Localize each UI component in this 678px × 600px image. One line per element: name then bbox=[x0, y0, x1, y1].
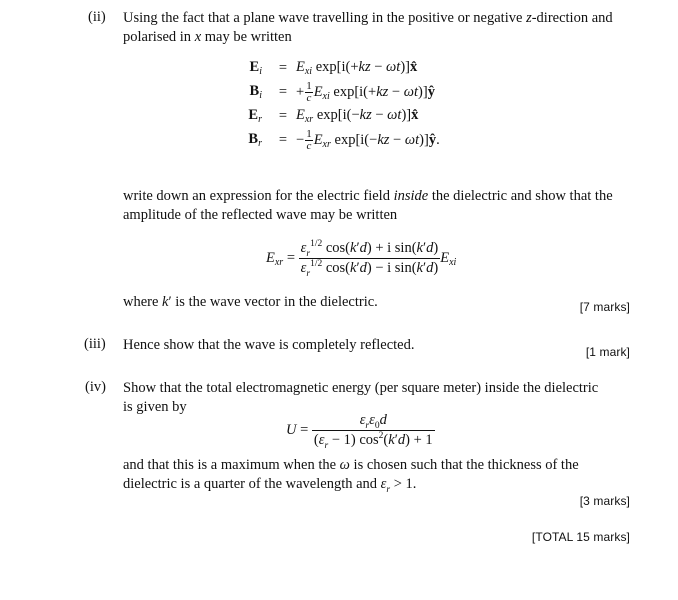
eq-e-reflected: $E_r$ = $E_{xr}$ exp[i(−kz − ωt)]x̂ bbox=[248, 107, 419, 125]
total-marks: [TOTAL 15 marks] bbox=[531, 530, 630, 544]
eq-b-incident: $B_i$ = + $\frac{1}{c}$ $E_{xi}$ exp[i(+kz − ωt)]ŷ bbox=[249, 79, 435, 104]
part-iv-after-line2: dielectric is a quarter of the wavelength and $\varepsilon_r > 1$. bbox=[123, 476, 417, 495]
part-iii-text: Hence show that the wave is completely reflected. bbox=[123, 337, 415, 353]
part-iv-text-line1: Show that the total electromagnetic energy (per square meter) inside the dielectric bbox=[123, 380, 599, 396]
part-iii-marks: [1 mark] bbox=[585, 345, 630, 359]
part-iv-label: (iv) bbox=[85, 379, 106, 395]
part-iv-after-line1: and that this is a maximum when the ω is chosen such that the thickness of the bbox=[123, 457, 579, 473]
reflected-amplitude-equation: $E_{xr}$ = $\frac{\varepsilon_r^{1/2} \cos(k'd) + i \sin(k'd)}{\varepsilon_r^{1/2} \cos(k'd) - i \sin(k'd)}$ $E_{xi}$ bbox=[266, 239, 457, 279]
part-ii-after-line1: write down an expression for the electric field inside the dielectric and show that the bbox=[123, 188, 613, 204]
part-ii-marks: [7 marks] bbox=[579, 300, 630, 314]
part-iv-marks: [3 marks] bbox=[579, 494, 630, 508]
part-iii-label: (iii) bbox=[84, 336, 106, 352]
wave-equations bbox=[242, 56, 440, 152]
part-ii-after-line2: amplitude of the reflected wave may be written bbox=[123, 207, 398, 223]
part-ii-text-line1: Using the fact that a plane wave travelling in the positive or negative z-direction and bbox=[123, 10, 613, 26]
part-iv-text-line2: is given by bbox=[123, 399, 187, 415]
part-ii-text-line2: polarised in x may be written bbox=[123, 29, 292, 45]
eq-e-incident: $E_i$ = $E_{xi}$ exp[i(+kz − ωt)]x̂ bbox=[249, 59, 418, 77]
energy-equation: U = $\frac{\varepsilon_r\varepsilon_0d}{(\varepsilon_r - 1) \cos^2(k'd) + 1}$ bbox=[286, 412, 433, 451]
part-ii-label: (ii) bbox=[88, 9, 106, 25]
part-ii-where: where k′ is the wave vector in the dielectric. bbox=[123, 294, 378, 310]
eq-b-reflected: $B_r$ = − $\frac{1}{c}$ $E_{xr}$ exp[i(−kz − ωt)]ŷ. bbox=[248, 127, 440, 152]
